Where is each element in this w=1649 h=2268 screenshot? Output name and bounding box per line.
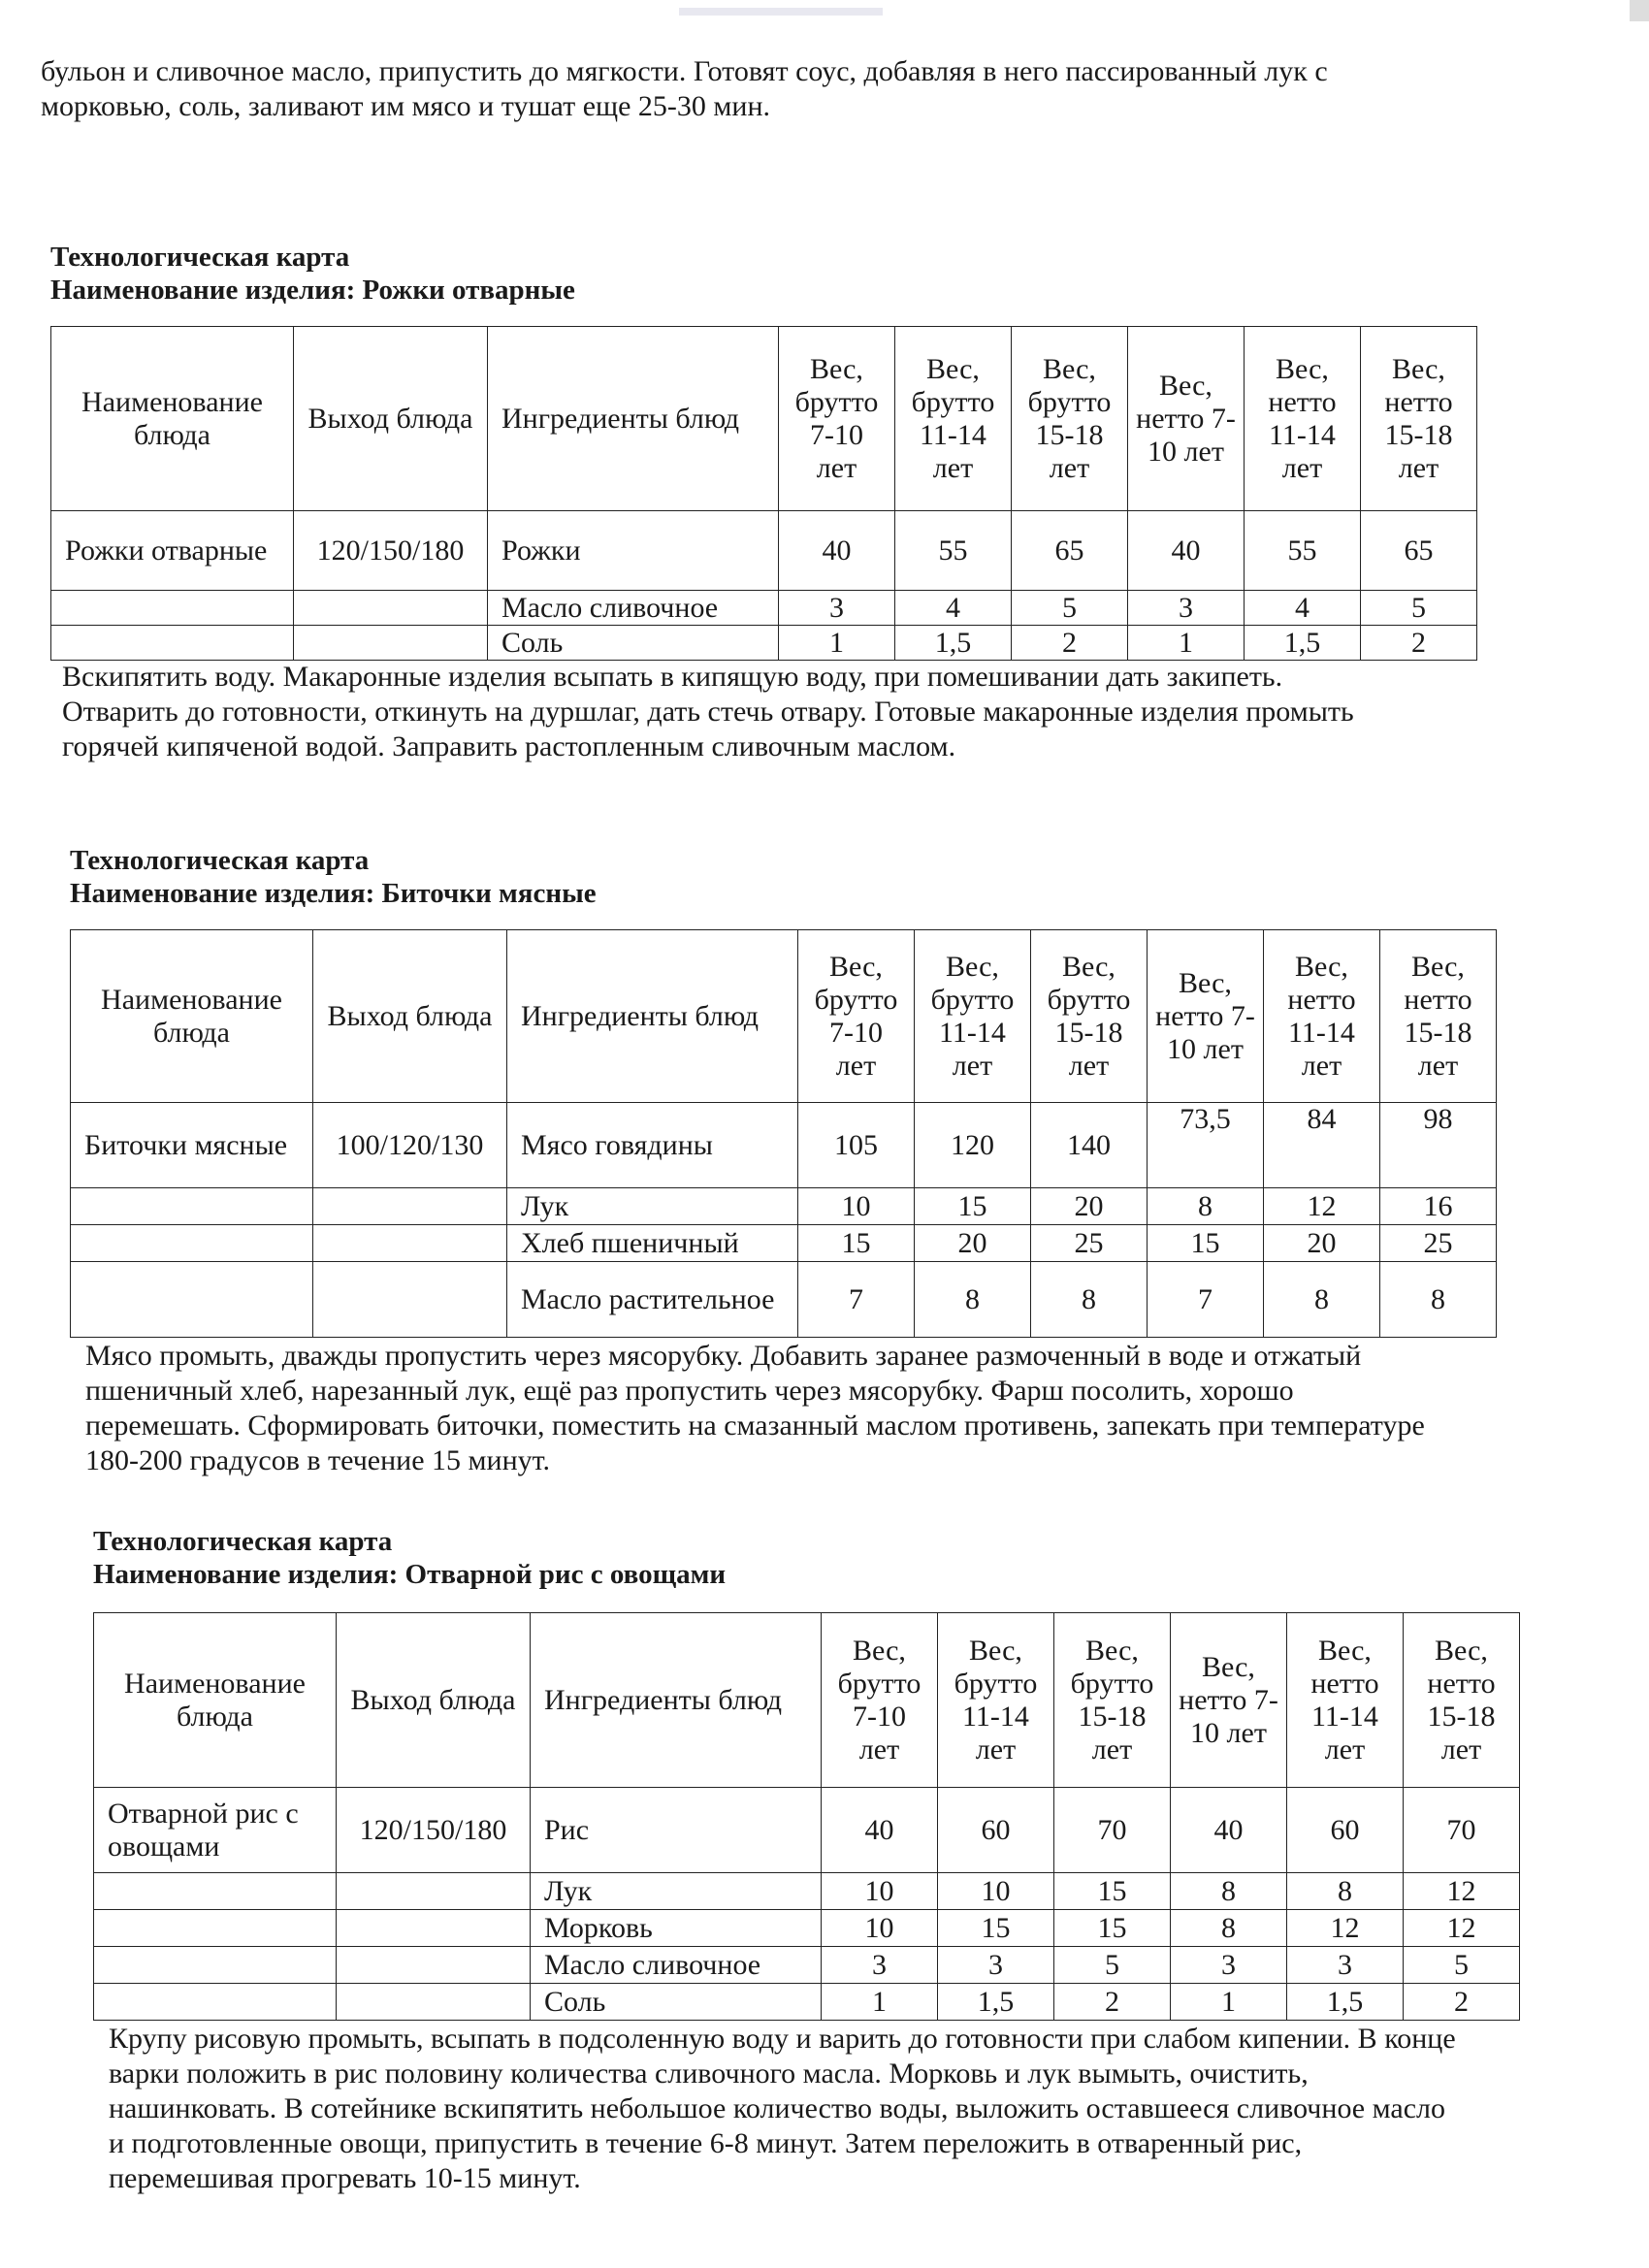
ingredient-cell: Рис	[531, 1788, 822, 1873]
table-row	[71, 1103, 1497, 1188]
table-row	[94, 1984, 1520, 2021]
instruction-line: Вскипятить воду. Макаронные изделия всыпать в кипящую воду, при помешивании дать закипеть.	[62, 661, 1283, 693]
header-weight-col: Вес, нетто 7-10 лет	[1171, 1613, 1287, 1788]
empty-cell	[51, 591, 294, 626]
value-cell: 12	[1404, 1910, 1520, 1947]
value-cell: 40	[779, 511, 895, 591]
table-row	[71, 1188, 1497, 1225]
header-weight-col: Вес, брутто 11-14 лет	[895, 327, 1012, 511]
value-cell: 8	[1031, 1262, 1148, 1338]
empty-cell	[337, 1984, 531, 2021]
value-cell: 70	[1404, 1788, 1520, 1873]
header-weight-col: Вес, брутто 15-18 лет	[1012, 327, 1128, 511]
empty-cell	[94, 1947, 337, 1984]
card-3-instructions	[109, 2022, 1617, 2196]
value-cell: 2	[1054, 1984, 1171, 2021]
value-cell: 4	[1245, 591, 1361, 626]
card-product-name: Наименование изделия: Биточки мясные	[70, 878, 597, 909]
value-cell: 4	[895, 591, 1012, 626]
value-cell: 10	[822, 1873, 938, 1910]
ingredient-cell: Масло сливочное	[531, 1947, 822, 1984]
instruction-line: горячей кипяченой водой. Заправить растопленным сливочным маслом.	[62, 730, 956, 762]
card-1-table	[50, 326, 1477, 661]
empty-cell	[313, 1262, 507, 1338]
card-product-name: Наименование изделия: Рожки отварные	[50, 275, 575, 306]
table-row	[94, 1910, 1520, 1947]
value-cell: 3	[822, 1947, 938, 1984]
value-cell: 8	[1171, 1910, 1287, 1947]
empty-cell	[71, 1262, 313, 1338]
value-cell: 7	[1148, 1262, 1264, 1338]
value-cell: 16	[1380, 1188, 1497, 1225]
instruction-line: пшеничный хлеб, нарезанный лук, ещё раз пропустить через мясорубку. Фарш посолить, хорошо	[85, 1375, 1294, 1407]
card-product-name: Наименование изделия: Отварной рис с овощами	[93, 1559, 727, 1590]
value-cell: 12	[1404, 1873, 1520, 1910]
value-cell: 65	[1012, 511, 1128, 591]
value-cell: 40	[1128, 511, 1245, 591]
value-cell: 120	[915, 1103, 1031, 1188]
yield-cell: 100/120/130	[313, 1103, 507, 1188]
instruction-line: Отварить до готовности, откинуть на дуршлаг, дать стечь отвару. Готовые макаронные изделия промыть	[62, 696, 1354, 728]
card-title: Технологическая карта	[93, 1526, 393, 1557]
table-row	[71, 1225, 1497, 1262]
header-weight-col: Вес, брутто 7-10 лет	[779, 327, 895, 511]
card-title: Технологическая карта	[70, 845, 370, 876]
instruction-line: варки положить в рис половину количества сливочного масла. Морковь и лук вымыть, очистить,	[109, 2057, 1309, 2090]
empty-cell	[71, 1188, 313, 1225]
empty-cell	[294, 591, 488, 626]
value-cell: 15	[1054, 1910, 1171, 1947]
instruction-line: Мясо промыть, дважды пропустить через мясорубку. Добавить заранее размоченный в воде и отжатый	[85, 1340, 1362, 1372]
intro-line: морковью, соль, заливают им мясо и тушат еще 25-30 мин.	[41, 90, 771, 122]
header-yield: Выход блюда	[313, 930, 507, 1103]
empty-cell	[294, 626, 488, 661]
header-yield: Выход блюда	[294, 327, 488, 511]
value-cell: 84	[1264, 1103, 1380, 1188]
value-cell: 2	[1012, 626, 1128, 661]
card-3-table	[93, 1612, 1520, 2021]
ingredient-cell: Масло сливочное	[488, 591, 779, 626]
value-cell: 7	[798, 1262, 915, 1338]
value-cell: 5	[1012, 591, 1128, 626]
header-weight-col: Вес, нетто 15-18 лет	[1404, 1613, 1520, 1788]
value-cell: 73,5	[1148, 1103, 1264, 1188]
empty-cell	[94, 1984, 337, 2021]
ingredient-cell: Морковь	[531, 1910, 822, 1947]
card-1-instructions	[62, 660, 1536, 764]
value-cell: 15	[1148, 1225, 1264, 1262]
empty-cell	[94, 1873, 337, 1910]
header-weight-col: Вес, нетто 7-10 лет	[1148, 930, 1264, 1103]
yield-cell: 120/150/180	[337, 1788, 531, 1873]
dish-name-cell: Рожки отварные	[51, 511, 294, 591]
value-cell: 1	[822, 1984, 938, 2021]
header-weight-col: Вес, нетто 15-18 лет	[1361, 327, 1477, 511]
header-dish-name: Наименование блюда	[71, 930, 313, 1103]
header-ingredients: Ингредиенты блюд	[531, 1613, 822, 1788]
instruction-line: перемешивая прогревать 10-15 минут.	[109, 2162, 581, 2194]
value-cell: 1,5	[895, 626, 1012, 661]
value-cell: 60	[1287, 1788, 1404, 1873]
scan-mark	[679, 8, 883, 16]
value-cell: 8	[915, 1262, 1031, 1338]
card-title: Технологическая карта	[50, 242, 350, 273]
value-cell: 60	[938, 1788, 1054, 1873]
instruction-line: 180-200 градусов в течение 15 минут.	[85, 1444, 550, 1476]
value-cell: 3	[1287, 1947, 1404, 1984]
yield-cell: 120/150/180	[294, 511, 488, 591]
value-cell: 1	[779, 626, 895, 661]
empty-cell	[337, 1873, 531, 1910]
empty-cell	[71, 1225, 313, 1262]
value-cell: 12	[1287, 1910, 1404, 1947]
value-cell: 8	[1264, 1262, 1380, 1338]
ingredient-cell: Масло растительное	[507, 1262, 798, 1338]
ingredient-cell: Лук	[507, 1188, 798, 1225]
header-dish-name: Наименование блюда	[51, 327, 294, 511]
header-weight-col: Вес, нетто 11-14 лет	[1245, 327, 1361, 511]
instruction-line: Крупу рисовую промыть, всыпать в подсоленную воду и варить до готовности при слабом кипении. В конце	[109, 2023, 1456, 2055]
table-row	[51, 591, 1477, 626]
value-cell: 8	[1380, 1262, 1497, 1338]
value-cell: 40	[1171, 1788, 1287, 1873]
value-cell: 1	[1128, 626, 1245, 661]
value-cell: 1,5	[938, 1984, 1054, 2021]
instruction-line: нашинковать. В сотейнике вскипятить небольшое количество воды, выложить оставшееся сливочное масло	[109, 2092, 1446, 2124]
header-weight-col: Вес, нетто 11-14 лет	[1264, 930, 1380, 1103]
value-cell: 55	[895, 511, 1012, 591]
value-cell: 15	[938, 1910, 1054, 1947]
value-cell: 1,5	[1287, 1984, 1404, 2021]
value-cell: 3	[1128, 591, 1245, 626]
value-cell: 3	[938, 1947, 1054, 1984]
card-1-heading	[50, 241, 575, 307]
value-cell: 65	[1361, 511, 1477, 591]
table-row	[94, 1947, 1520, 1984]
table-row	[51, 626, 1477, 661]
empty-cell	[94, 1910, 337, 1947]
instruction-line: и подготовленные овощи, припустить в течение 6-8 минут. Затем переложить в отваренный рис,	[109, 2127, 1303, 2159]
header-weight-col: Вес, брутто 15-18 лет	[1054, 1613, 1171, 1788]
header-weight-col: Вес, брутто 7-10 лет	[822, 1613, 938, 1788]
header-weight-col: Вес, брутто 15-18 лет	[1031, 930, 1148, 1103]
value-cell: 10	[938, 1873, 1054, 1910]
empty-cell	[313, 1188, 507, 1225]
value-cell: 40	[822, 1788, 938, 1873]
header-ingredients: Ингредиенты блюд	[488, 327, 779, 511]
value-cell: 15	[798, 1225, 915, 1262]
header-dish-name: Наименование блюда	[94, 1613, 337, 1788]
dish-name-cell: Отварной рис с овощами	[94, 1788, 337, 1873]
value-cell: 5	[1054, 1947, 1171, 1984]
empty-cell	[337, 1947, 531, 1984]
empty-cell	[51, 626, 294, 661]
value-cell: 105	[798, 1103, 915, 1188]
value-cell: 20	[1031, 1188, 1148, 1225]
value-cell: 1	[1171, 1984, 1287, 2021]
table-row	[51, 511, 1477, 591]
value-cell: 3	[1171, 1947, 1287, 1984]
header-ingredients: Ингредиенты блюд	[507, 930, 798, 1103]
value-cell: 3	[779, 591, 895, 626]
card-3-heading	[93, 1525, 726, 1591]
value-cell: 25	[1031, 1225, 1148, 1262]
instruction-line: перемешать. Сформировать биточки, поместить на смазанный маслом противень, запекать при температуре	[85, 1409, 1425, 1442]
value-cell: 8	[1287, 1873, 1404, 1910]
header-weight-col: Вес, нетто 11-14 лет	[1287, 1613, 1404, 1788]
intro-paragraph	[41, 54, 1549, 124]
header-yield: Выход блюда	[337, 1613, 531, 1788]
header-weight-col: Вес, нетто 15-18 лет	[1380, 930, 1497, 1103]
empty-cell	[313, 1225, 507, 1262]
value-cell: 5	[1404, 1947, 1520, 1984]
card-2-instructions	[85, 1339, 1599, 1478]
ingredient-cell: Хлеб пшеничный	[507, 1225, 798, 1262]
table-row	[94, 1788, 1520, 1873]
value-cell: 20	[915, 1225, 1031, 1262]
empty-cell	[337, 1910, 531, 1947]
value-cell: 70	[1054, 1788, 1171, 1873]
value-cell: 1,5	[1245, 626, 1361, 661]
table-row	[94, 1873, 1520, 1910]
value-cell: 15	[915, 1188, 1031, 1225]
value-cell: 8	[1148, 1188, 1264, 1225]
header-weight-col: Вес, брутто 11-14 лет	[915, 930, 1031, 1103]
value-cell: 5	[1361, 591, 1477, 626]
dish-name-cell: Биточки мясные	[71, 1103, 313, 1188]
header-weight-col: Вес, нетто 7-10 лет	[1128, 327, 1245, 511]
value-cell: 55	[1245, 511, 1361, 591]
card-2-table	[70, 929, 1497, 1338]
value-cell: 10	[822, 1910, 938, 1947]
value-cell: 2	[1404, 1984, 1520, 2021]
value-cell: 20	[1264, 1225, 1380, 1262]
value-cell: 10	[798, 1188, 915, 1225]
value-cell: 25	[1380, 1225, 1497, 1262]
value-cell: 15	[1054, 1873, 1171, 1910]
header-weight-col: Вес, брутто 7-10 лет	[798, 930, 915, 1103]
value-cell: 8	[1171, 1873, 1287, 1910]
ingredient-cell: Соль	[488, 626, 779, 661]
value-cell: 140	[1031, 1103, 1148, 1188]
value-cell: 12	[1264, 1188, 1380, 1225]
ingredient-cell: Рожки	[488, 511, 779, 591]
value-cell: 2	[1361, 626, 1477, 661]
value-cell: 98	[1380, 1103, 1497, 1188]
ingredient-cell: Лук	[531, 1873, 822, 1910]
scan-mark	[1630, 0, 1649, 21]
header-weight-col: Вес, брутто 11-14 лет	[938, 1613, 1054, 1788]
ingredient-cell: Мясо говядины	[507, 1103, 798, 1188]
intro-line: бульон и сливочное масло, припустить до мягкости. Готовят соус, добавляя в него пассированный лук с	[41, 55, 1328, 87]
ingredient-cell: Соль	[531, 1984, 822, 2021]
table-row	[71, 1262, 1497, 1338]
card-2-heading	[70, 844, 597, 910]
